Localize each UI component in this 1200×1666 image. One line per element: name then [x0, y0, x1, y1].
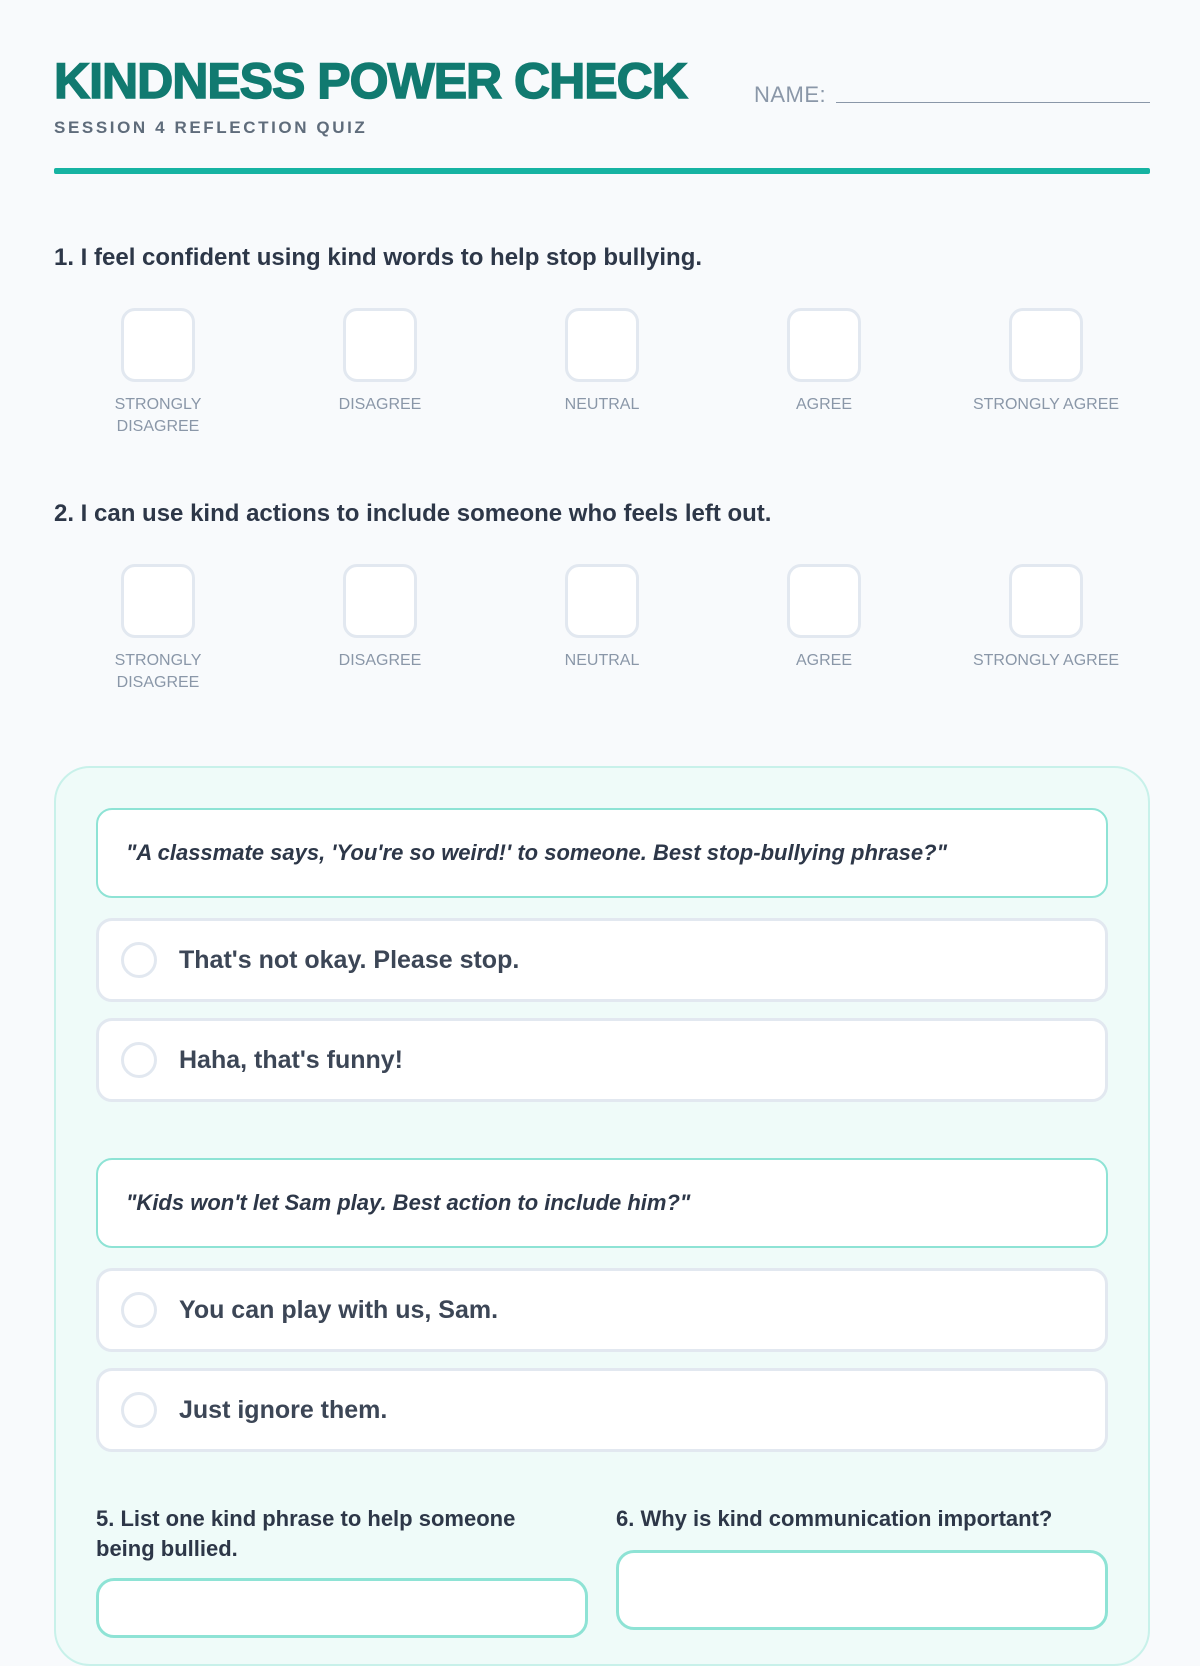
rating-question-1: 1. I feel confident using kind words to help stop bullying. [54, 244, 703, 271]
answer-box-6[interactable] [616, 1550, 1108, 1630]
scale-label: NEUTRAL [564, 396, 640, 413]
checkbox[interactable] [343, 308, 417, 382]
answer-option[interactable] [96, 918, 1108, 1002]
checkbox[interactable] [121, 564, 195, 638]
scale-label: NEUTRAL [564, 652, 640, 669]
radio-button[interactable] [121, 1042, 157, 1078]
answer-option[interactable] [96, 1018, 1108, 1102]
scale-label: AGREE [795, 652, 852, 669]
scale-label: DISAGREE [338, 396, 422, 413]
scenario-prompt-1: "A classmate says, 'You're so weird!' to someone. Best stop-bullying phrase?" [96, 808, 1108, 898]
header-divider [54, 168, 1150, 174]
scenario-prompt-2: "Kids won't let Sam play. Best action to include him?" [96, 1158, 1108, 1248]
name-field-line[interactable] [836, 102, 1150, 103]
rating-scale-1 [54, 308, 1150, 448]
page-subtitle: SESSION 4 REFLECTION QUIZ [54, 118, 368, 137]
scale-option[interactable] [522, 564, 682, 672]
checkbox[interactable] [343, 564, 417, 638]
answer-box-5[interactable] [96, 1578, 588, 1638]
scale-option[interactable] [966, 564, 1126, 672]
checkbox[interactable] [787, 564, 861, 638]
option-label: Haha, that's funny! [179, 1045, 404, 1074]
open-question-5: 5. List one kind phrase to help someone being bullied. [96, 1506, 516, 1561]
scale-option[interactable] [300, 564, 460, 672]
checkbox[interactable] [1009, 564, 1083, 638]
scale-option[interactable] [78, 564, 238, 694]
radio-button[interactable] [121, 1392, 157, 1428]
scale-option[interactable] [966, 308, 1126, 416]
checkbox[interactable] [1009, 308, 1083, 382]
rating-question-2: 2. I can use kind actions to include someone who feels left out. [54, 500, 772, 527]
rating-scale-2 [54, 564, 1150, 704]
answer-option[interactable] [96, 1268, 1108, 1352]
answer-option[interactable] [96, 1368, 1108, 1452]
scale-option[interactable] [522, 308, 682, 416]
checkbox[interactable] [121, 308, 195, 382]
radio-button[interactable] [121, 942, 157, 978]
scale-option[interactable] [78, 308, 238, 438]
option-label: That's not okay. Please stop. [179, 945, 520, 974]
scale-option[interactable] [744, 564, 904, 672]
scale-label: DISAGREE [338, 652, 422, 669]
checkbox[interactable] [787, 308, 861, 382]
scale-option[interactable] [744, 308, 904, 416]
scale-label: AGREE [795, 396, 852, 413]
option-label: Just ignore them. [179, 1395, 388, 1424]
page-title: KINDNESS POWER CHECK [54, 53, 687, 109]
radio-button[interactable] [121, 1292, 157, 1328]
scale-label: STRONGLY AGREE [972, 652, 1120, 669]
scale-label: STRONGLY DISAGREE [114, 396, 202, 435]
option-label: You can play with us, Sam. [179, 1295, 499, 1324]
scale-label: STRONGLY DISAGREE [114, 652, 202, 691]
scale-option[interactable] [300, 308, 460, 416]
open-question-6: 6. Why is kind communication important? [616, 1506, 1053, 1531]
checkbox[interactable] [565, 308, 639, 382]
checkbox[interactable] [565, 564, 639, 638]
scale-label: STRONGLY AGREE [972, 396, 1120, 413]
name-label: NAME: [754, 82, 827, 107]
